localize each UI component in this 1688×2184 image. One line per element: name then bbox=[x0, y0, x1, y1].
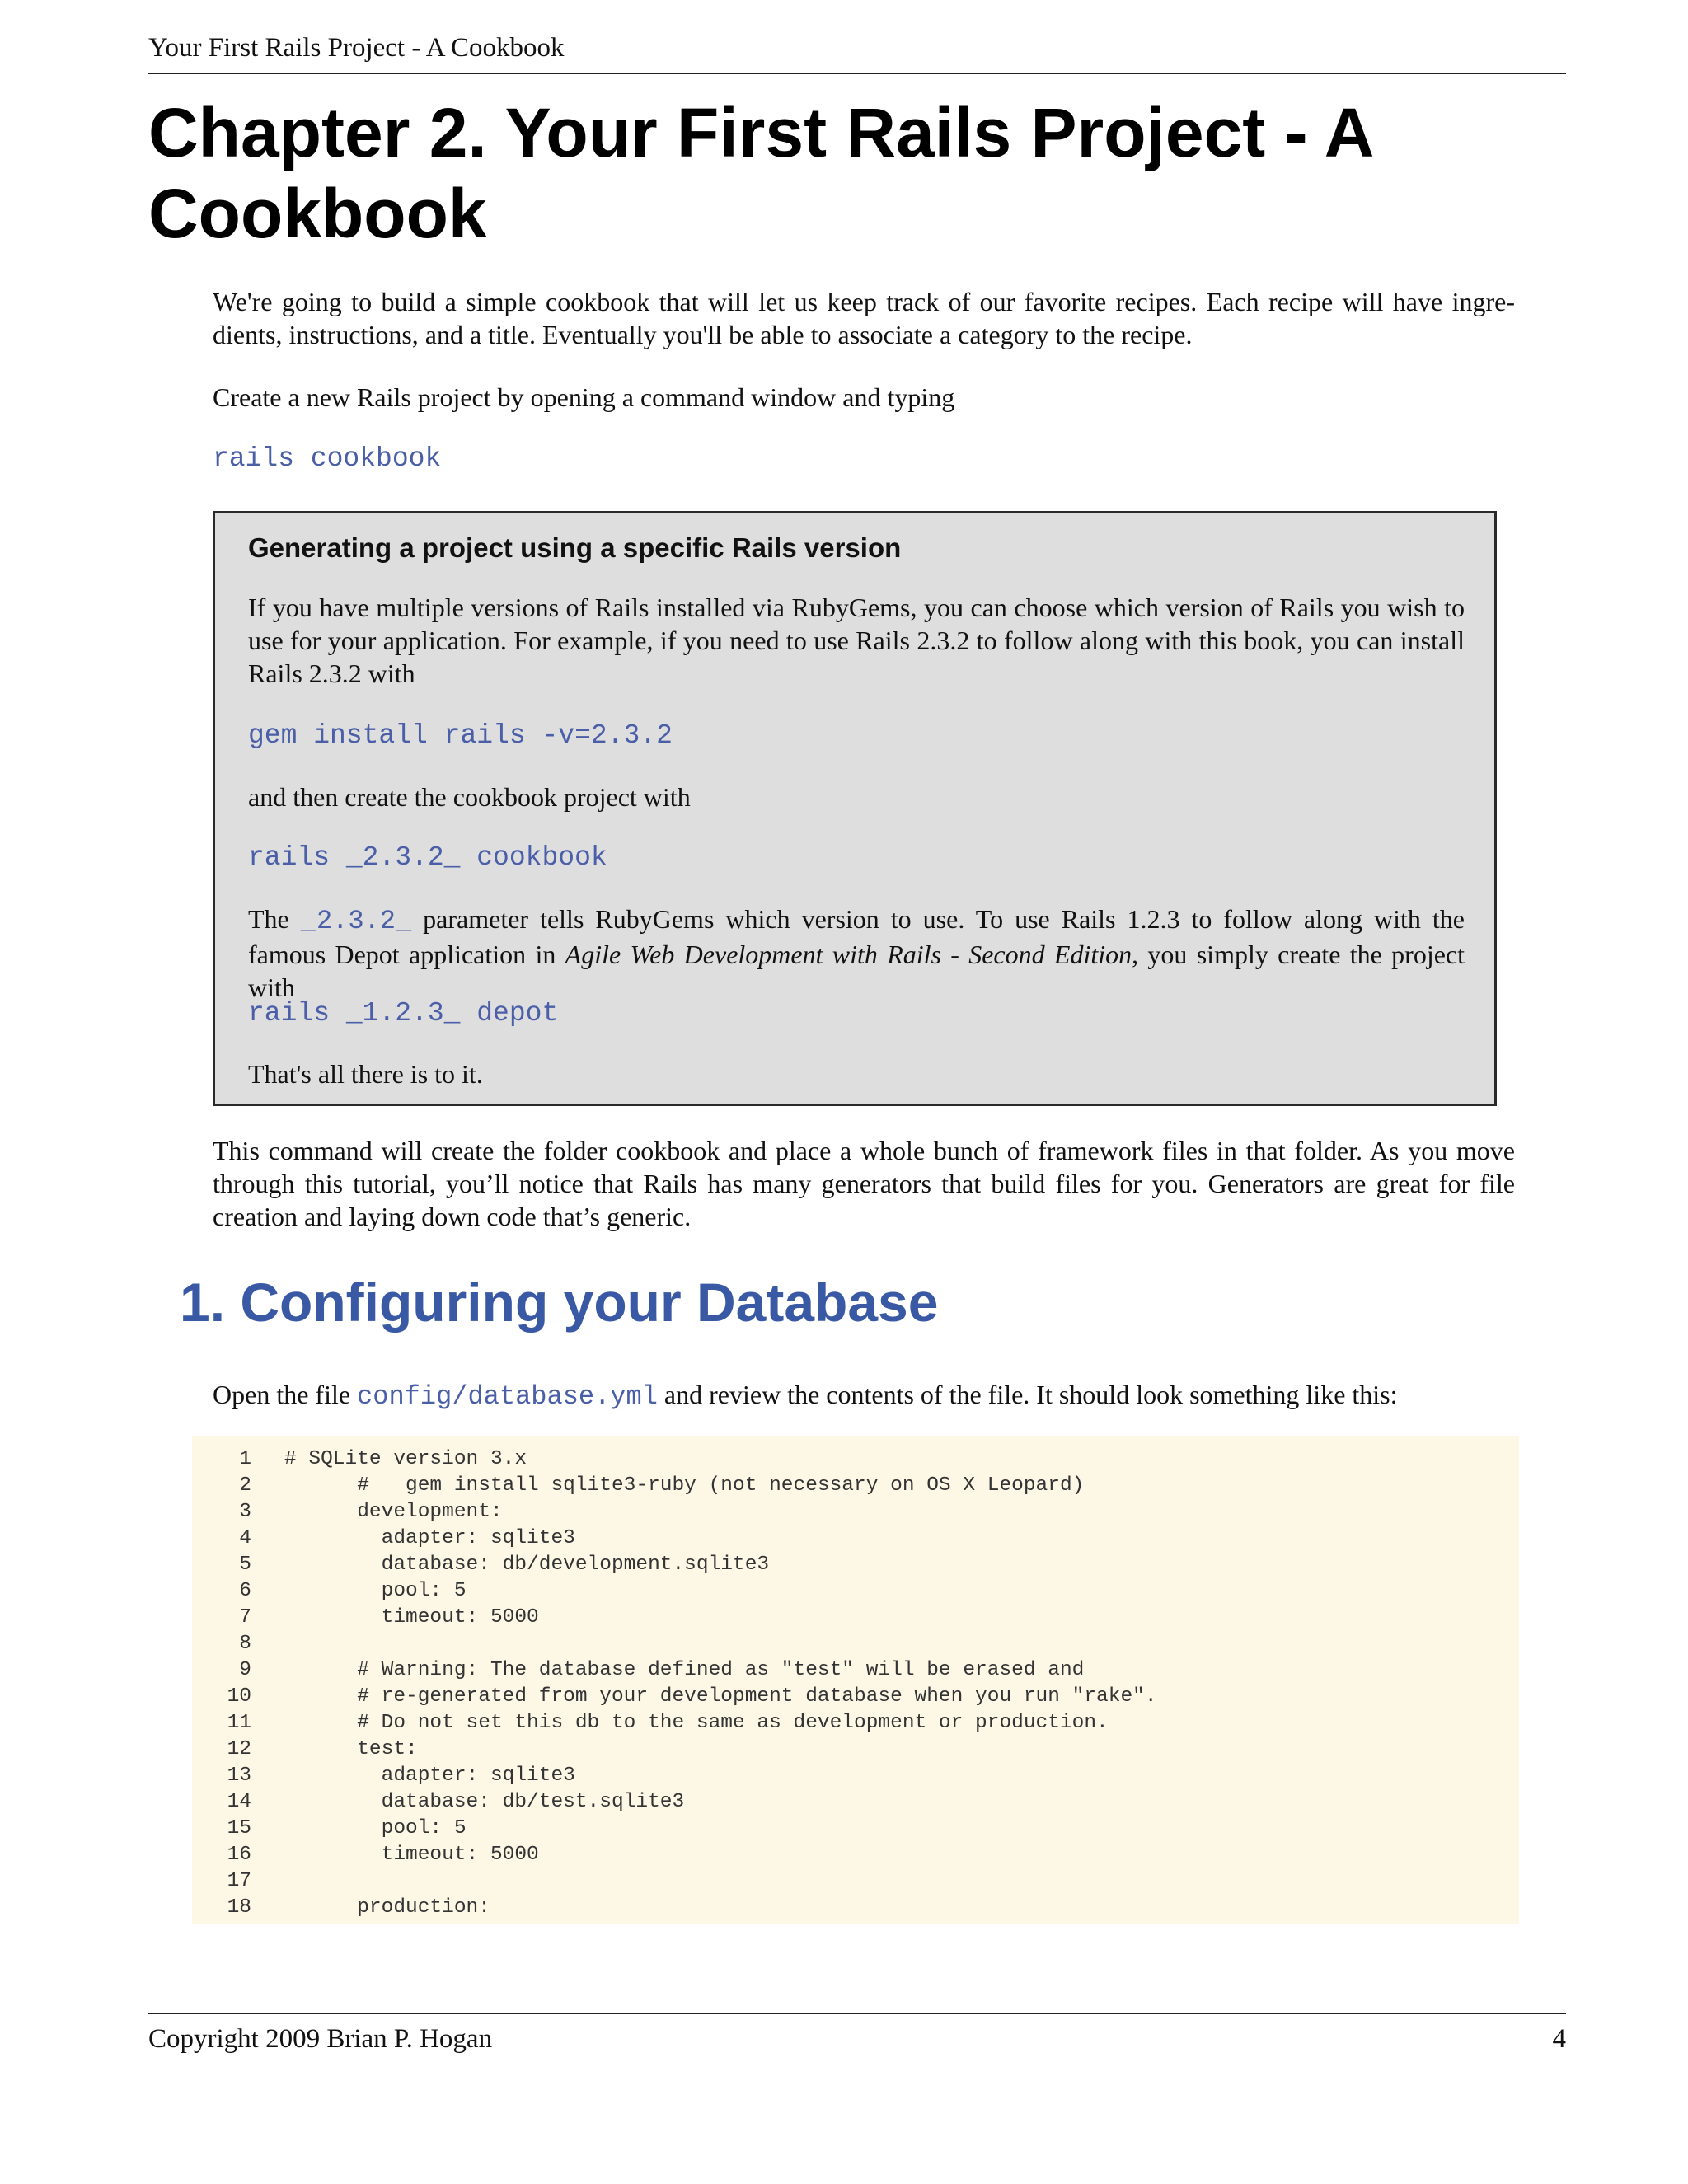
code-text: timeout: 5000 bbox=[284, 1844, 539, 1866]
code-line bbox=[192, 1473, 1084, 1499]
code-text: production: bbox=[284, 1896, 490, 1919]
code-text: adapter: sqlite3 bbox=[284, 1765, 575, 1787]
line-number: 5 bbox=[239, 1554, 251, 1576]
code-line bbox=[192, 1631, 284, 1657]
code-block bbox=[192, 1436, 1519, 1924]
command-rails-123-depot: rails _1.2.3_ depot bbox=[248, 998, 559, 1029]
line-number: 10 bbox=[227, 1685, 251, 1708]
page-footer bbox=[148, 2013, 1566, 2054]
code-line bbox=[192, 1657, 1084, 1684]
command-rails-232: rails _2.3.2_ cookbook bbox=[248, 842, 607, 873]
line-number: 17 bbox=[227, 1870, 251, 1892]
code-line bbox=[192, 1736, 418, 1763]
code-text: test: bbox=[284, 1738, 418, 1760]
code-line bbox=[192, 1763, 575, 1789]
section-p-text-b: and review the contents of the file. It should look something like this: bbox=[657, 1380, 1398, 1409]
inline-code-version: _2.3.2_ bbox=[300, 906, 412, 936]
running-title: Your First Rails Project - A Cookbook bbox=[148, 33, 565, 63]
note-p3-text-a: The bbox=[248, 904, 301, 934]
section-heading: 1. Configuring your Database bbox=[180, 1272, 939, 1333]
chapter-title: Chapter 2. Your First Rails Project - A Cookbook bbox=[148, 94, 1372, 252]
code-line bbox=[192, 1578, 467, 1605]
note-p3-text-c: , you simply create the project with bbox=[248, 940, 1465, 1002]
book-title: Agile Web Development with Rails - Second Edition bbox=[565, 940, 1132, 969]
note-paragraph-2: and then create the cookbook project with bbox=[248, 782, 691, 812]
code-line bbox=[192, 1816, 467, 1842]
intro-paragraph-1: We're going to build a simple cookbook that will let us keep track of our favorite recipes. Each recipe will have ingre- dients, instructions, and a title. Eventually you'll be able to associate a category to the recipe. bbox=[213, 287, 1515, 349]
code-text: database: db/test.sqlite3 bbox=[284, 1791, 685, 1813]
code-line bbox=[192, 1868, 284, 1895]
line-number: 14 bbox=[227, 1791, 251, 1813]
code-line bbox=[192, 1605, 539, 1631]
code-text: adapter: sqlite3 bbox=[284, 1527, 575, 1549]
note-paragraph-4: That's all there is to it. bbox=[248, 1059, 483, 1089]
line-number: 2 bbox=[239, 1474, 251, 1497]
line-number: 4 bbox=[239, 1527, 251, 1549]
line-number: 15 bbox=[227, 1817, 251, 1840]
line-number: 1 bbox=[239, 1448, 251, 1470]
code-line bbox=[192, 1446, 527, 1473]
note-p3-text-b: parameter tells RubyGems which version to use. To use Rails 1.2.3 to follow along with the famous Depot application in bbox=[248, 904, 1465, 969]
line-number: 13 bbox=[227, 1765, 251, 1787]
line-number: 7 bbox=[239, 1606, 251, 1629]
command-gem-install: gem install rails -v=2.3.2 bbox=[248, 720, 673, 751]
code-line bbox=[192, 1842, 539, 1868]
line-number: 9 bbox=[239, 1659, 251, 1681]
line-number: 18 bbox=[227, 1896, 251, 1919]
code-text: pool: 5 bbox=[284, 1817, 467, 1840]
code-text: # SQLite version 3.x bbox=[284, 1448, 528, 1470]
note-paragraph-3 bbox=[248, 902, 1465, 1004]
code-line bbox=[192, 1684, 1157, 1710]
section-paragraph bbox=[213, 1378, 1515, 1413]
code-text: database: db/development.sqlite3 bbox=[284, 1554, 770, 1576]
code-text: # gem install sqlite3-ruby (not necessary on OS X Leopard) bbox=[284, 1474, 1085, 1497]
running-header bbox=[148, 31, 1566, 74]
code-line bbox=[192, 1526, 575, 1552]
line-number: 3 bbox=[239, 1501, 251, 1523]
after-note-paragraph: This command will create the folder cookbook and place a whole bunch of framework files in that folder. As you move through this tutorial, you’ll notice that Rails has many generators that build files for you. Generators are great for file creation and laying down code that’s generic. bbox=[213, 1136, 1515, 1231]
inline-code-filename: config/database.yml bbox=[357, 1381, 658, 1412]
line-number: 16 bbox=[227, 1844, 251, 1866]
line-number: 6 bbox=[239, 1580, 251, 1602]
code-text: # Do not set this db to the same as development or production. bbox=[284, 1712, 1109, 1734]
note-paragraph-1: If you have multiple versions of Rails installed via RubyGems, you can choose which version of Rails you wish to use for your application. For example, if you need to use Rails 2.3.2 to follow along with this book, you can install Rails 2.3.2 with bbox=[248, 593, 1465, 688]
copyright: Copyright 2009 Brian P. Hogan bbox=[148, 2024, 493, 2054]
code-line bbox=[192, 1552, 769, 1578]
page-number: 4 bbox=[1552, 2024, 1566, 2054]
code-text: pool: 5 bbox=[284, 1580, 467, 1602]
code-line bbox=[192, 1710, 1109, 1736]
code-text: development: bbox=[284, 1501, 503, 1523]
line-number: 12 bbox=[227, 1738, 251, 1760]
code-text: # re-generated from your development database when you run "rake". bbox=[284, 1685, 1157, 1708]
intro-paragraph-2: Create a new Rails project by opening a command window and typing bbox=[213, 382, 955, 412]
code-line bbox=[192, 1499, 503, 1526]
note-box bbox=[213, 511, 1497, 1106]
command-rails-cookbook: rails cookbook bbox=[213, 443, 442, 474]
code-line bbox=[192, 1789, 684, 1816]
code-text: timeout: 5000 bbox=[284, 1606, 539, 1629]
note-title: Generating a project using a specific Rails version bbox=[248, 532, 902, 563]
line-number: 8 bbox=[239, 1633, 251, 1655]
section-p-text-a: Open the file bbox=[213, 1380, 358, 1409]
code-line bbox=[192, 1895, 490, 1921]
code-text: # Warning: The database defined as "test" will be erased and bbox=[284, 1659, 1085, 1681]
line-number: 11 bbox=[227, 1712, 251, 1734]
